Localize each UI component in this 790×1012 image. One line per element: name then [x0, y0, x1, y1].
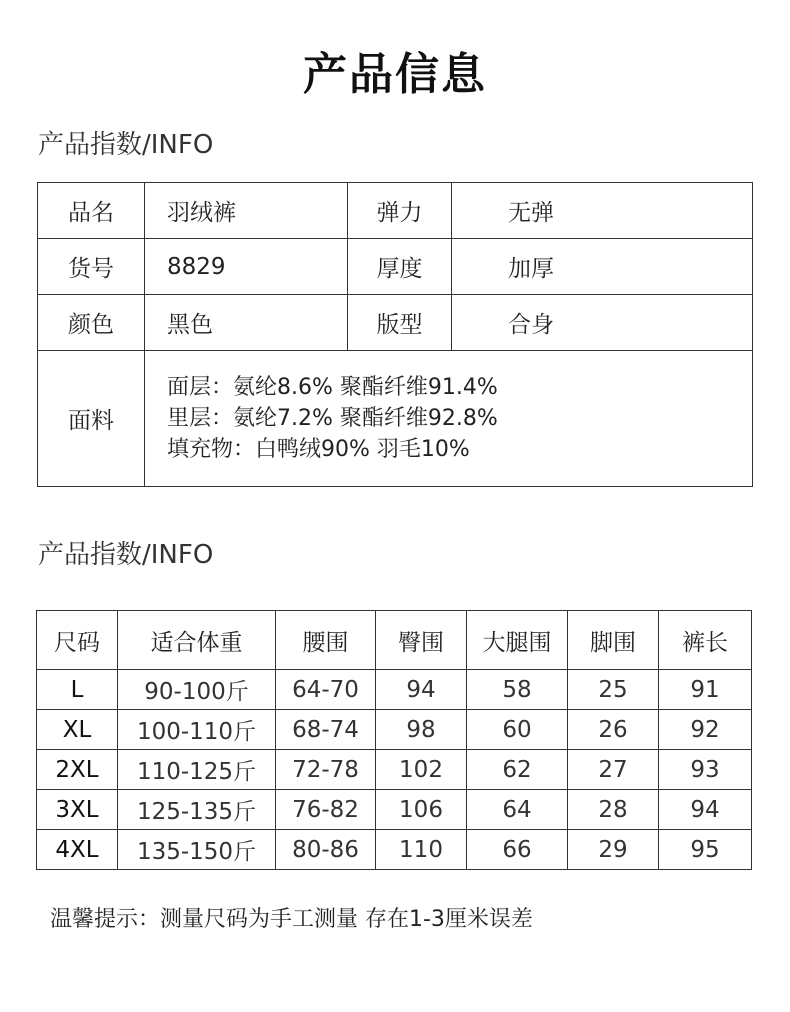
table-cell: 58	[467, 670, 568, 710]
table-row	[38, 351, 753, 487]
size-cell: 4XL	[37, 830, 118, 870]
table-cell: 91	[659, 670, 752, 710]
table-row	[37, 710, 752, 750]
column-header: 脚围	[568, 611, 659, 670]
fabric-line: 填充物：白鸭绒90% 羽毛10%	[167, 437, 470, 462]
column-header: 尺码	[37, 611, 118, 670]
info-value: 合身	[452, 295, 753, 351]
table-cell: 62	[467, 750, 568, 790]
table-cell: 106	[376, 790, 467, 830]
table-cell: 29	[568, 830, 659, 870]
fabric-line: 里层：氨纶7.2% 聚酯纤维92.8%	[167, 406, 498, 431]
column-header: 适合体重	[118, 611, 276, 670]
fabric-line: 面层：氨纶8.6% 聚酯纤维91.4%	[167, 375, 498, 400]
table-cell: 110-125斤	[118, 750, 276, 790]
table-cell: 98	[376, 710, 467, 750]
column-header: 大腿围	[467, 611, 568, 670]
section-heading-size: 产品指数/INFO	[38, 540, 214, 570]
section-heading-info: 产品指数/INFO	[38, 130, 214, 160]
info-value: 加厚	[452, 239, 753, 295]
measurement-tip: 温馨提示：测量尺码为手工测量 存在1-3厘米误差	[50, 907, 533, 932]
size-cell: XL	[37, 710, 118, 750]
table-row	[38, 183, 753, 239]
table-header-row	[37, 611, 752, 670]
info-label: 版型	[348, 295, 452, 351]
table-cell: 95	[659, 830, 752, 870]
table-cell: 125-135斤	[118, 790, 276, 830]
table-cell: 80-86	[276, 830, 376, 870]
table-cell: 25	[568, 670, 659, 710]
table-cell: 66	[467, 830, 568, 870]
table-cell: 28	[568, 790, 659, 830]
table-row	[37, 790, 752, 830]
table-cell: 64	[467, 790, 568, 830]
info-value: 8829	[145, 239, 348, 295]
info-label: 厚度	[348, 239, 452, 295]
table-cell: 76-82	[276, 790, 376, 830]
info-label: 弹力	[348, 183, 452, 239]
table-cell: 90-100斤	[118, 670, 276, 710]
table-cell: 94	[659, 790, 752, 830]
size-cell: 2XL	[37, 750, 118, 790]
fabric-composition	[145, 351, 753, 487]
info-label: 颜色	[38, 295, 145, 351]
table-row	[38, 239, 753, 295]
table-cell: 68-74	[276, 710, 376, 750]
size-cell: L	[37, 670, 118, 710]
table-cell: 64-70	[276, 670, 376, 710]
product-info-table	[37, 182, 753, 487]
table-cell: 110	[376, 830, 467, 870]
table-row	[37, 670, 752, 710]
size-cell: 3XL	[37, 790, 118, 830]
table-cell: 135-150斤	[118, 830, 276, 870]
table-cell: 100-110斤	[118, 710, 276, 750]
column-header: 臀围	[376, 611, 467, 670]
table-row	[37, 830, 752, 870]
table-row	[37, 750, 752, 790]
info-value: 无弹	[452, 183, 753, 239]
table-cell: 102	[376, 750, 467, 790]
table-cell: 26	[568, 710, 659, 750]
info-value: 羽绒裤	[145, 183, 348, 239]
table-cell: 92	[659, 710, 752, 750]
fabric-label: 面料	[38, 351, 145, 487]
table-cell: 60	[467, 710, 568, 750]
column-header: 腰围	[276, 611, 376, 670]
table-cell: 27	[568, 750, 659, 790]
table-cell: 93	[659, 750, 752, 790]
info-label: 货号	[38, 239, 145, 295]
info-label: 品名	[38, 183, 145, 239]
table-cell: 72-78	[276, 750, 376, 790]
size-chart-table	[36, 610, 752, 870]
info-value: 黑色	[145, 295, 348, 351]
table-cell: 94	[376, 670, 467, 710]
page-title: 产品信息	[303, 49, 487, 100]
column-header: 裤长	[659, 611, 752, 670]
table-row	[38, 295, 753, 351]
